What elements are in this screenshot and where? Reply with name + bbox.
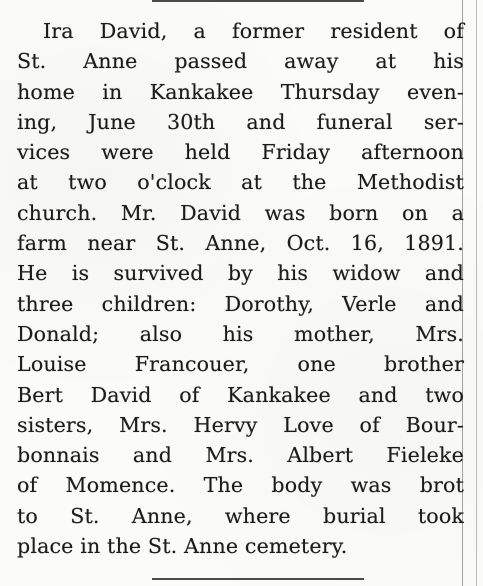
article-line: He is survived by his widow and	[17, 261, 464, 286]
column-edge-line-outer	[476, 0, 477, 586]
article-line: farm near St. Anne, Oct. 16, 1891.	[17, 231, 464, 256]
article-line: St. Anne passed away at his	[17, 49, 464, 74]
article-line: vices were held Friday afternoon	[17, 140, 464, 165]
article-line: bonnais and Mrs. Albert Fieleke	[17, 443, 464, 468]
article-line: to St. Anne, where burial took	[17, 503, 464, 528]
article-line: home in Kankakee Thursday even-	[17, 79, 464, 104]
article-line: at two o'clock at the Methodist	[17, 170, 464, 195]
obituary-article	[17, 16, 464, 561]
article-line: Donald; also his mother, Mrs.	[17, 321, 464, 346]
top-rule	[152, 0, 364, 2]
article-line: Ira David, a former resident of	[43, 19, 464, 43]
article-line: three children: Dorothy, Verle and	[17, 291, 464, 316]
article-line: of Momence. The body was brot	[17, 473, 464, 498]
article-line: Louise Francouer, one brother	[17, 352, 464, 377]
article-line: place in the St. Anne cemetery.	[17, 534, 348, 559]
article-line: sisters, Mrs. Hervy Love of Bour-	[17, 412, 464, 437]
article-line: Bert David of Kankakee and two	[17, 382, 464, 407]
article-line: church. Mr. David was born on a	[17, 200, 464, 225]
article-line: ing, June 30th and funeral ser-	[17, 109, 464, 134]
bottom-rule	[152, 578, 364, 580]
